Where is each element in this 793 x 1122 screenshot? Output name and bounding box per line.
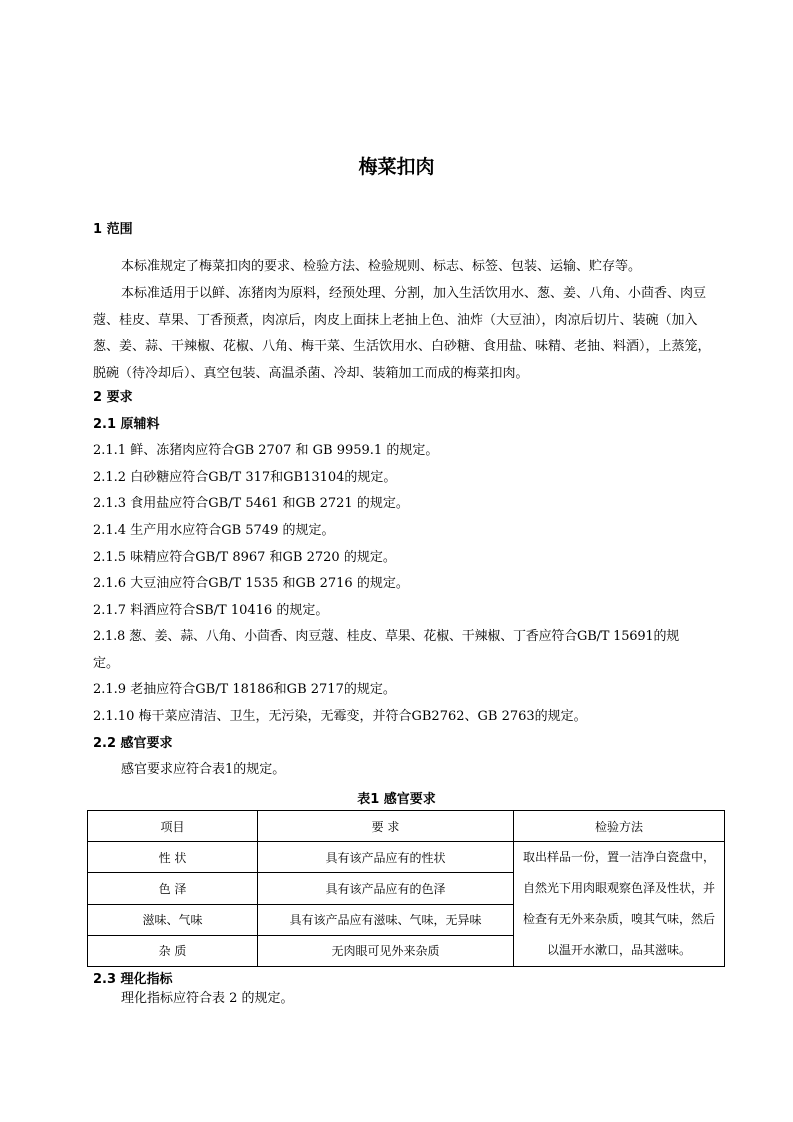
test-method-cell xyxy=(514,842,725,967)
test-method-line: 检查有无外来杂质，嗅其气味，然后 xyxy=(522,912,715,926)
section-1-heading: 1 范围 xyxy=(93,222,133,237)
test-method-line: 取出样品一份，置一洁净白瓷盘中， xyxy=(522,850,715,864)
section-2-3-heading: 2.3 理化指标 xyxy=(93,972,173,987)
row-requirement: 具有该产品应有的色泽 xyxy=(258,873,514,904)
header-test-method: 检验方法 xyxy=(514,811,725,842)
header-item: 项目 xyxy=(88,811,258,842)
row-requirement: 无肉眼可见外来杂质 xyxy=(258,935,514,966)
section-2-1-heading: 2.1 原辅料 xyxy=(93,417,160,432)
row-item: 滋味、气味 xyxy=(88,904,258,935)
row-item: 性 状 xyxy=(88,842,258,873)
clause-2-1-8: 2.1.8 葱、姜、蒜、八角、小茴香、肉豆蔻、桂皮、草果、花椒、干辣椒、丁香应符合GB/T 15691的规 xyxy=(93,629,680,644)
clause-2-1-4: 2.1.4 生产用水应符合GB 5749 的规定。 xyxy=(93,523,335,538)
sensory-requirement-text: 感官要求应符合表1的规定。 xyxy=(121,762,286,777)
scope-paragraph-2: 本标准适用于以鲜、冻猪肉为原料，经预处理、分割，加入生活饮用水、葱、姜、八角、小茴香、肉豆蔻、桂皮、草果、丁香预煮，肉凉后，肉皮上面抹上老抽上色、油炸（大豆油），肉凉后切片、装碗（加入葱、姜、蒜、干辣椒、花椒、八角、梅干菜、生活饮用水、白砂糖、食用盐、味精、老抽、料酒），上蒸笼，脱碗（待冷却后）、真空包装、高温杀菌、冷却、装箱加工而成的梅菜扣肉。 xyxy=(93,286,711,381)
clause-2-1-1: 2.1.1 鲜、冻猪肉应符合GB 2707 和 GB 9959.1 的规定。 xyxy=(93,443,439,458)
physicochemical-text: 理化指标应符合表 2 的规定。 xyxy=(121,991,294,1006)
clause-2-1-10: 2.1.10 梅干菜应清洁、卫生，无污染，无霉变，并符合GB2762、GB 2763的规定。 xyxy=(93,709,587,724)
row-requirement: 具有该产品应有的性状 xyxy=(258,842,514,873)
table-header-row xyxy=(88,811,725,842)
table-row xyxy=(88,842,725,873)
clause-2-1-9: 2.1.9 老抽应符合GB/T 18186和GB 2717的规定。 xyxy=(93,682,396,697)
clause-2-1-2: 2.1.2 白砂糖应符合GB/T 317和GB13104的规定。 xyxy=(93,470,397,485)
section-2-heading: 2 要求 xyxy=(93,390,133,405)
row-item: 色 泽 xyxy=(88,873,258,904)
row-item: 杂 质 xyxy=(88,935,258,966)
table-1-caption: 表1 感官要求 xyxy=(357,792,436,807)
sensory-requirements-table xyxy=(87,810,725,967)
row-requirement: 具有该产品应有滋味、气味，无异味 xyxy=(258,904,514,935)
clause-2-1-8-continued: 定。 xyxy=(93,656,120,671)
scope-paragraph-1: 本标准规定了梅菜扣肉的要求、检验方法、检验规则、标志、标签、包装、运输、贮存等。 xyxy=(121,259,642,274)
clause-2-1-7: 2.1.7 料酒应符合SB/T 10416 的规定。 xyxy=(93,603,329,618)
header-requirement: 要 求 xyxy=(258,811,514,842)
document-title: 梅菜扣肉 xyxy=(358,156,435,178)
section-2-2-heading: 2.2 感官要求 xyxy=(93,736,173,751)
test-method-line: 自然光下用肉眼观察色泽及性状，并 xyxy=(522,881,715,895)
clause-2-1-6: 2.1.6 大豆油应符合GB/T 1535 和GB 2716 的规定。 xyxy=(93,576,409,591)
clause-2-1-3: 2.1.3 食用盐应符合GB/T 5461 和GB 2721 的规定。 xyxy=(93,496,409,511)
test-method-line: 以温开水漱口，品其滋味。 xyxy=(546,943,691,957)
clause-2-1-5: 2.1.5 味精应符合GB/T 8967 和GB 2720 的规定。 xyxy=(93,550,396,565)
